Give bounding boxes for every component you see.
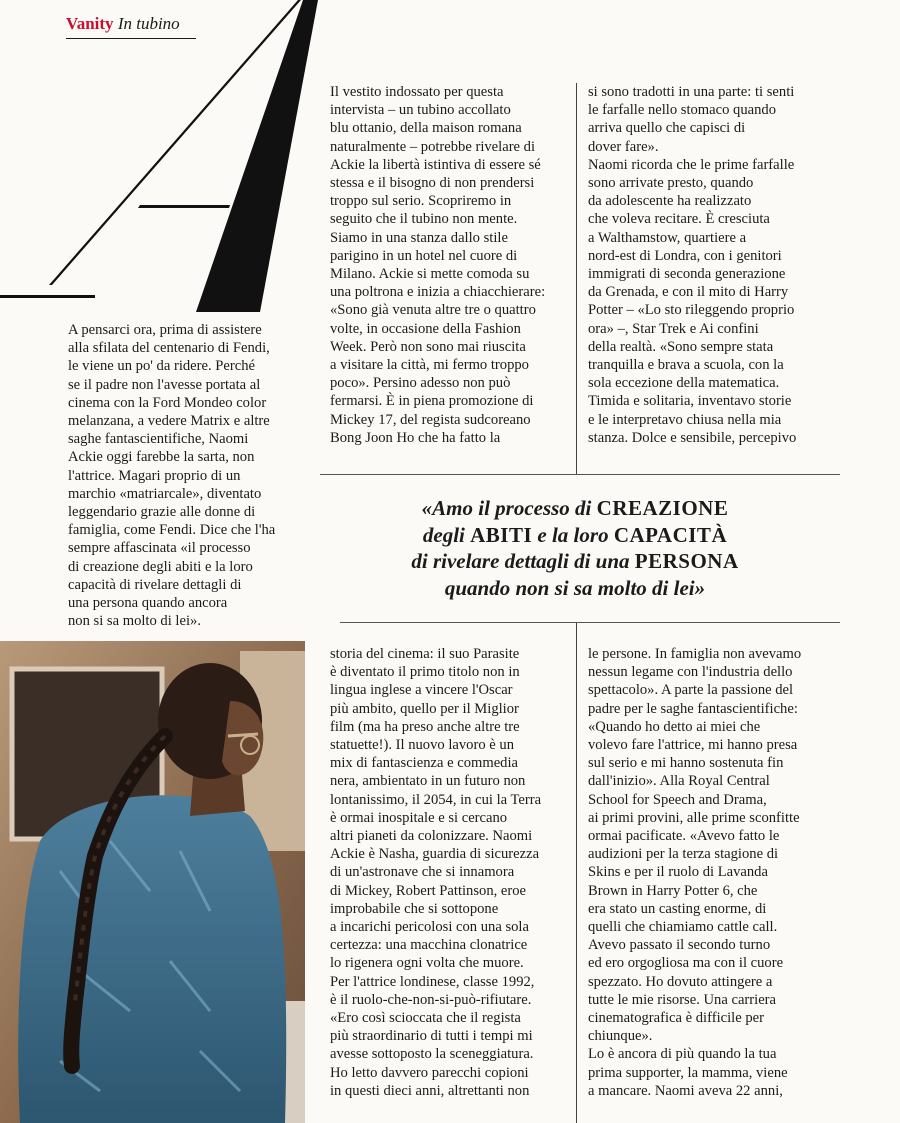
article-column-3: [588, 83, 833, 447]
paragraph-intro: A pensarci ora, prima di assistere alla sfilata del centenario di Fendi, le viene un po' da ridere. Perché se il padre non l'avesse portata al cinema con la Ford Mondeo color melanzana, a vedere Matrix e altre saghe fantascientifiche, Naomi Ackie oggi farebbe la sarta, non l'attrice. Magari proprio di un marchio «matriarcale», diventato leggendario grazie alle donne di famiglia, come Fendi. Dice che l'ha sempre affascinata «il processo di creazione degli abiti e la loro capacità di rivelare dettagli di una persona quando ancora non si sa molto di lei».: [68, 322, 276, 630]
article-column-5: [588, 645, 833, 1100]
section-title: In tubino: [117, 14, 180, 33]
article-column-1: [68, 321, 293, 630]
quote-divider-bottom: [340, 622, 840, 623]
article-column-2: [330, 83, 570, 447]
column-divider-bottom: [576, 623, 577, 1123]
portrait-photo-icon: [0, 641, 305, 1123]
paragraph-dress: Il vestito indossato per questa intervista – un tubino accollato blu ottanio, della maison romana naturalmente – potrebbe rivelare di Ackie la libertà istintiva di essere sé stessa e il bisogno di non prendersi troppo sul serio. Scopriremo in seguito che il tubino non mente. Siamo in una stanza dallo stile parigino in un hotel nel cuore di Milano. Ackie si mette comoda su una poltrona e inizia a chiacchierare: «Sono già venuta altre tre o quattro volte, in occasione della Fashion Week. Però non sono mai riuscita a visitare la città, mi fermo troppo poco». Persino adesso non può fermarsi. È in piena promozione di Mickey 17, del regista sudcoreano Bong Joon Ho che ha fatto la: [330, 84, 546, 446]
quote-text: quando non si sa molto di lei»: [444, 575, 706, 600]
quote-emphasis: CREAZIONE: [596, 496, 729, 520]
quote-emphasis: ABITI: [470, 522, 533, 547]
paragraph-childhood: si sono tradotti in una parte: ti senti le farfalle nello stomaco quando arriva quello che capisci di dover fare». Naomi ricorda che le prime farfalle sono arrivate presto, quando da adolescente ha realizzato che voleva recitare. È cresciuta a Walthamstow, quartiere a nord-est di Londra, con i genitori immigrati di seconda generazione da Grenada, e con il mito di Harry Potter – «Lo sto rileggendo proprio ora» –, Star Trek e Ai confini della realtà. «Sono sempre stata tranquilla e brava a scuola, con la sola eccezione della matematica. Timida e solitaria, inventavo storie e le interpretavo chiusa nella mia stanza. Dolce e sensibile, percepivo: [588, 84, 797, 446]
column-divider-top: [576, 83, 577, 474]
pull-quote: [330, 495, 820, 601]
magazine-brand: Vanity: [66, 14, 114, 33]
quote-text: e la loro: [532, 522, 614, 547]
dropcap-letter-a: [0, 0, 320, 320]
quote-emphasis: PERSONA: [634, 549, 739, 573]
paragraph-career: le persone. In famiglia non avevamo nessun legame con l'industria dello spettacolo». A parte la passione del padre per le saghe fantascientifiche: «Quando ho detto ai miei che volevo fare l'attrice, mi hanno presa sul serio e mi hanno sostenuta fin dall'inizio». Alla Royal Central School for Speech and Drama, ai primi provini, alle prime sconfitte ormai pacificate. «Avevo fatto le audizioni per la terza stagione di Skins e per il ruolo di Lavanda Brown in Harry Potter 6, che era stato un casting enorme, di quelli che chiamiamo cattle call. Avevo passato il secondo turno ed ero orgogliosa ma con il cuore spezzato. Ho dovuto attingere a tutte le mie risorse. Una carriera cinematografica è difficile per chiunque». Lo è ancora di più quando la tua prima supporter, la mamma, viene a mancare. Naomi aveva 22 anni,: [588, 646, 802, 1099]
quote-emphasis: CAPACITÀ: [613, 522, 728, 547]
quote-text: di rivelare dettagli di una: [411, 549, 635, 573]
article-column-4: [330, 645, 570, 1100]
paragraph-parasite: storia del cinema: il suo Parasite è diventato il primo titolo non in lingua inglese a vincere l'Oscar più ambito, quello per il Miglior film (ma ha preso anche altre tre statuette!). Il nuovo lavoro è un mix di fantascienza e commedia nera, ambientato in un futuro non lontanissimo, il 2054, in cui la Terra è ormai inospitale e si cercano altri pianeti da colonizzare. Naomi Ackie è Nasha, guardia di sicurezza di un'astronave che si innamora di Mickey, Robert Pattinson, eroe improbabile che si sottopone a incarichi pericolosi con una sola certezza: una macchina clonatrice lo rigenera ogni volta che muore. Per l'attrice londinese, classe 1992, è il ruolo-che-non-si-può-rifiutare. «Ero così scioccata che il regista più straordinario di tutti i tempi mi avesse sottoposto la sceneggiatura. Ho letto davvero parecchi copioni in questi dieci anni, altrettanti non: [330, 646, 542, 1099]
quote-text: «Amo il processo di: [421, 496, 597, 520]
quote-divider-top: [320, 474, 840, 475]
quote-text: degli: [422, 522, 471, 547]
portrait-photo: [0, 641, 305, 1123]
